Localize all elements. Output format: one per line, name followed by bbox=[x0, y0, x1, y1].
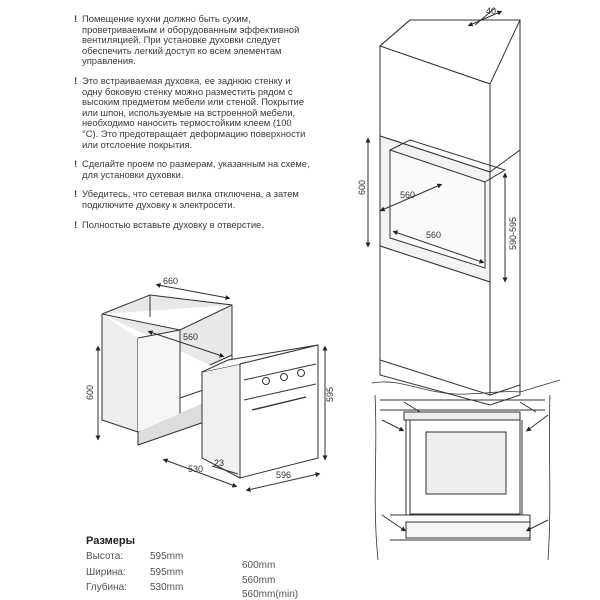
opening-height-label: 600 bbox=[357, 179, 367, 195]
spec-oven-value: 595mm bbox=[150, 551, 184, 562]
spec-oven-value: 595mm bbox=[150, 567, 184, 578]
niche-height-label: 600 bbox=[85, 384, 95, 400]
lower-height-label: 590-595 bbox=[508, 216, 518, 250]
spec-label: Высота: bbox=[86, 551, 124, 562]
oven-width-label: 596 bbox=[276, 470, 292, 480]
top-depth-label: 40 bbox=[486, 6, 497, 16]
instruction-text: Помещение кухни должно быть сухим, проветриваемым и оборудованным эффективной вентиляцией. При установке духовки следует обеспечить легкий доступ ко всем элементам управления. bbox=[82, 13, 300, 67]
warning-mark: ! bbox=[74, 74, 78, 86]
spec-cabinet-width: 560mm bbox=[242, 575, 276, 586]
instruction-text: Убедитесь, что сетевая вилка отключена, а затем подключите духовку к электросети. bbox=[82, 188, 299, 210]
opening-width-label: 560 bbox=[426, 230, 442, 240]
spec-label: Глубина: bbox=[86, 582, 127, 593]
warning-mark: ! bbox=[74, 13, 78, 24]
warning-mark: ! bbox=[74, 218, 78, 230]
inner-depth-label: 560 bbox=[400, 190, 416, 200]
spec-row-height bbox=[86, 551, 230, 562]
installed-oven-diagram bbox=[375, 395, 550, 560]
spec-oven-value: 530mm bbox=[150, 582, 184, 593]
spec-cabinet-height: 600mm bbox=[242, 560, 276, 571]
spec-row-width bbox=[86, 567, 230, 578]
dimensions-title: Размеры bbox=[86, 535, 136, 547]
niche-inner-width-label: 560 bbox=[183, 332, 199, 342]
niche-outer-width-label: 660 bbox=[163, 276, 179, 286]
spec-label: Ширина: bbox=[86, 567, 126, 578]
instruction-text: Это встраиваемая духовка, ее заднюю стенку и одну боковую стенку можно разместить рядом с высоким предметом мебели или стеной. Покрытие или шпон, используемые на встроенной мебели, необходимо наносить термостойким клеем (100 °С). Это предотвращает деформацию поверхности или отслоение покрытия. bbox=[82, 74, 306, 150]
instruction-text: Полностью вставьте духовку в отверстие. bbox=[82, 218, 264, 230]
spec-cabinet-depth: 560mm(min) bbox=[242, 589, 299, 600]
tall-cabinet-diagram bbox=[368, 8, 560, 405]
spec-row-depth bbox=[86, 582, 230, 593]
warning-mark: ! bbox=[74, 188, 78, 200]
oven-panel-depth-label: 23 bbox=[214, 458, 225, 468]
oven-height-label: 595 bbox=[325, 386, 335, 402]
instruction-text: Сделайте проем по размерам, указанным на схеме, для установки духовки. bbox=[82, 158, 310, 180]
oven-depth-label: 530 bbox=[188, 464, 204, 474]
warning-mark: ! bbox=[74, 158, 78, 170]
